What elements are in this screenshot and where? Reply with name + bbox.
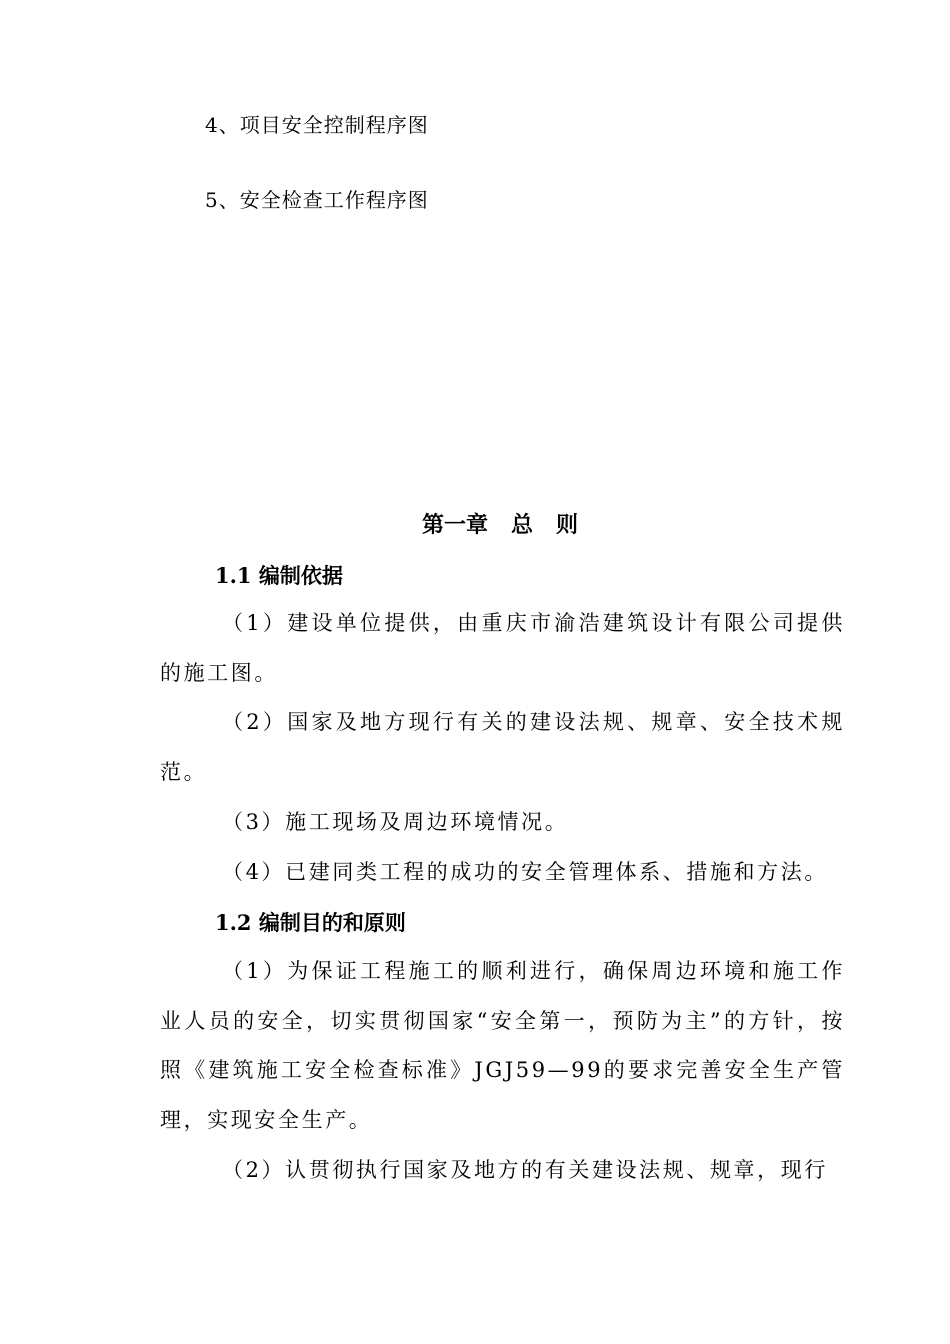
paragraph-1-1-1: （1）建设单位提供，由重庆市渝浩建筑设计有限公司提供的施工图。 bbox=[160, 611, 845, 685]
section-heading-1-2: 1.2 编制目的和原则 bbox=[215, 910, 406, 935]
toc-item-4: 4、项目安全控制程序图 bbox=[205, 113, 429, 137]
toc-item-5: 5、安全检查工作程序图 bbox=[205, 188, 429, 212]
section-heading-1-1: 1.1 编制依据 bbox=[215, 563, 343, 588]
paragraph-1-1-3: （3）施工现场及周边环境情况。 bbox=[222, 810, 569, 834]
paragraph-1-1-4: （4）已建同类工程的成功的安全管理体系、措施和方法。 bbox=[222, 860, 828, 884]
paragraph-1-2-1: （1）为保证工程施工的顺利进行，确保周边环境和施工作业人员的安全，切实贯彻国家“安全第一，预防为主”的方针，按照《建筑施工安全检查标准》JGJ59—99的要求完善安全生产管理，实现安全生产。 bbox=[160, 959, 845, 1132]
chapter-title: 第一章 总 则 bbox=[422, 512, 578, 538]
paragraph-1-2-2: （2）认贯彻执行国家及地方的有关建设法规、规章，现行 bbox=[222, 1158, 828, 1182]
paragraph-1-1-2: （2）国家及地方现行有关的建设法规、规章、安全技术规范。 bbox=[160, 710, 845, 784]
